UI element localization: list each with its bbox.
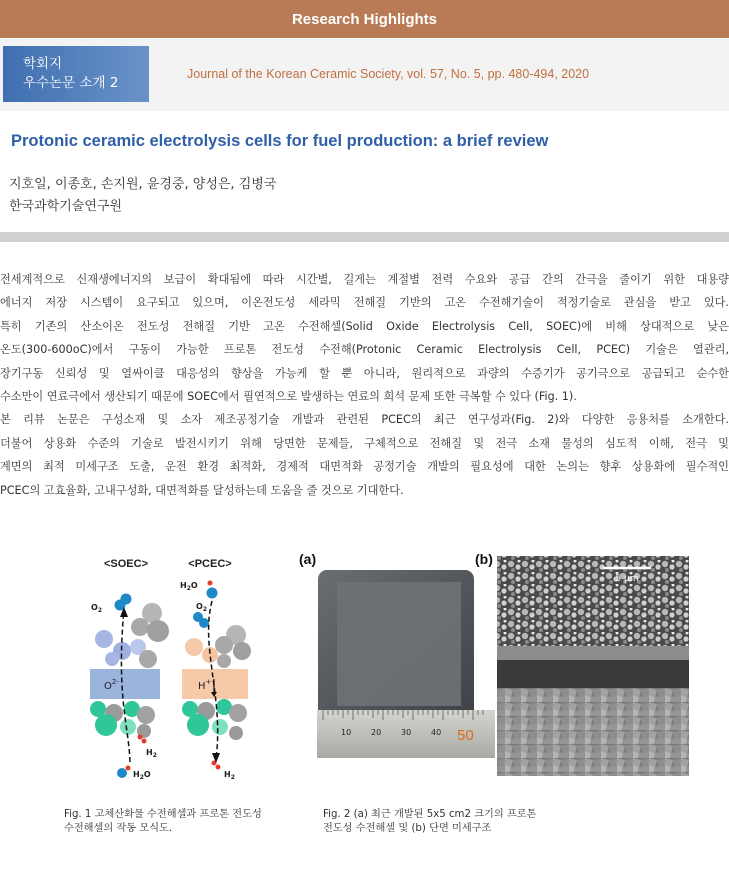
pcec-cell bbox=[180, 581, 251, 782]
author-list: 지호일, 이종호, 손지원, 윤경중, 양성은, 김병국 bbox=[9, 177, 277, 192]
figure-2b-label: (b) bbox=[475, 551, 493, 567]
ruler-number: 30 bbox=[401, 728, 412, 737]
figure-1-caption bbox=[64, 808, 304, 836]
section-title: Research Highlights bbox=[291, 10, 438, 28]
figure-2-caption bbox=[323, 808, 593, 836]
body-line: 온도(300-600oC)에서 구동이 가능한 프로톤 전도성 수전해(Protonic Ceramic Electrolysis Cell, PCEC) 기술은 열관리, bbox=[0, 343, 729, 357]
body-line: 본 리뷰 논문은 구성소재 및 소자 제조공정기술 개발과 관련된 PCEC의 최근 연구성과(Fig. 2)와 다양한 응용처를 소개한다. bbox=[0, 413, 729, 427]
affiliation: 한국과학기술연구원 bbox=[9, 199, 123, 214]
soec-h2o-label: $H_2O$ bbox=[133, 770, 151, 781]
body-line: 계면의 최적 미세구조 도출, 운전 환경 최적화, 경제적 대면적화 공정기술 개발의 필요성에 대한 논의는 향후 상용화에 필수적인 bbox=[0, 460, 729, 474]
body-line: 전세계적으로 신재생에너지의 보급이 확대됨에 따라 시간별, 길게는 계절별 전력 수요와 공급 간의 간극을 줄이기 위한 대용량 bbox=[0, 273, 729, 286]
soec-h2-label: $H_2$ bbox=[146, 748, 157, 759]
feature-badge bbox=[3, 46, 149, 102]
ruler-number: 40 bbox=[431, 728, 442, 737]
journal-banner bbox=[0, 39, 729, 111]
section-divider bbox=[0, 232, 729, 242]
figure-2-images bbox=[297, 548, 729, 776]
section-header-bar bbox=[0, 0, 729, 38]
body-line: 장기구동 신뢰성 및 열싸이클 대응성의 향상을 가능케 할 뿐 아니라, 원리적으로 과량의 수증기가 공기극으로 공급되고 순수한 bbox=[0, 366, 729, 380]
soec-ion-label: $O^{2-}$ bbox=[104, 678, 119, 692]
journal-reference: Journal of the Korean Ceramic Society, vol. 57, No. 5, pp. 480-494, 2020 bbox=[187, 67, 590, 81]
ruler-number: 10 bbox=[341, 728, 352, 737]
caption-line: 수전해셀의 작동 모식도. bbox=[64, 823, 173, 834]
soec-electrolyte bbox=[90, 669, 160, 699]
article-title: Protonic ceramic electrolysis cells for fuel production: a brief review bbox=[11, 132, 549, 150]
scale-bar-label: 5 μm bbox=[615, 574, 639, 584]
caption-line: 전도성 수전해셀 및 (b) 단면 미세구조 bbox=[323, 823, 492, 834]
body-line: PCEC의 고효율화, 고내구성화, 대면적화를 달성하는데 도움을 줄 것으로 기대한다. bbox=[0, 483, 404, 497]
caption-line: Fig. 1 고체산화물 수전해셀과 프로톤 전도성 bbox=[64, 809, 262, 820]
pcec-h2-label: $H_2$ bbox=[224, 770, 235, 781]
ruler-number-highlight: 50 bbox=[457, 727, 474, 744]
article-body bbox=[0, 268, 729, 502]
pcec-label: <PCEC> bbox=[188, 558, 232, 570]
caption-line: Fig. 2 (a) 최근 개발된 5x5 cm2 크기의 프로톤 bbox=[323, 809, 537, 820]
soec-o2-label: $O_2$ bbox=[91, 603, 102, 614]
pcec-o2-label: $O_2$ bbox=[196, 602, 207, 613]
soec-cell bbox=[90, 594, 169, 782]
body-line: 수소만이 연료극에서 생산되기 때문에 SOEC에서 필연적으로 발생하는 연료의 희석 문제 또한 극복할 수 있다 (Fig. 1). bbox=[0, 390, 577, 404]
badge-line-2: 우수논문 소개 2 bbox=[23, 75, 119, 91]
body-line: 더불어 상용화 수준의 기술로 발전시키기 위해 당면한 문제들, 구체적으로 전해질 및 전극 소재 물성의 심도적 이해, 전극 및 bbox=[0, 436, 729, 450]
body-line: 특히 기존의 산소이온 전도성 전해질 기반 고온 수전해셀(Solid Oxide Electrolysis Cell, SOEC)에 비해 상대적으로 낮은 bbox=[0, 319, 729, 333]
badge-line-1: 학회지 bbox=[23, 56, 63, 72]
figure-1-schematic bbox=[74, 547, 288, 787]
soec-label: <SOEC> bbox=[103, 558, 149, 570]
pcec-h2o-label: $H_2O$ bbox=[180, 581, 198, 592]
pcec-ion-label: H+ bbox=[198, 678, 212, 692]
figure-2a-label: (a) bbox=[299, 551, 317, 567]
ruler-number: 20 bbox=[371, 728, 382, 737]
body-line: 에너지 저장 시스템이 요구되고 있으며, 이온전도성 세라믹 전해질 기반의 고온 수전해기술이 적정기술로 관심을 받고 있다. bbox=[0, 296, 729, 310]
